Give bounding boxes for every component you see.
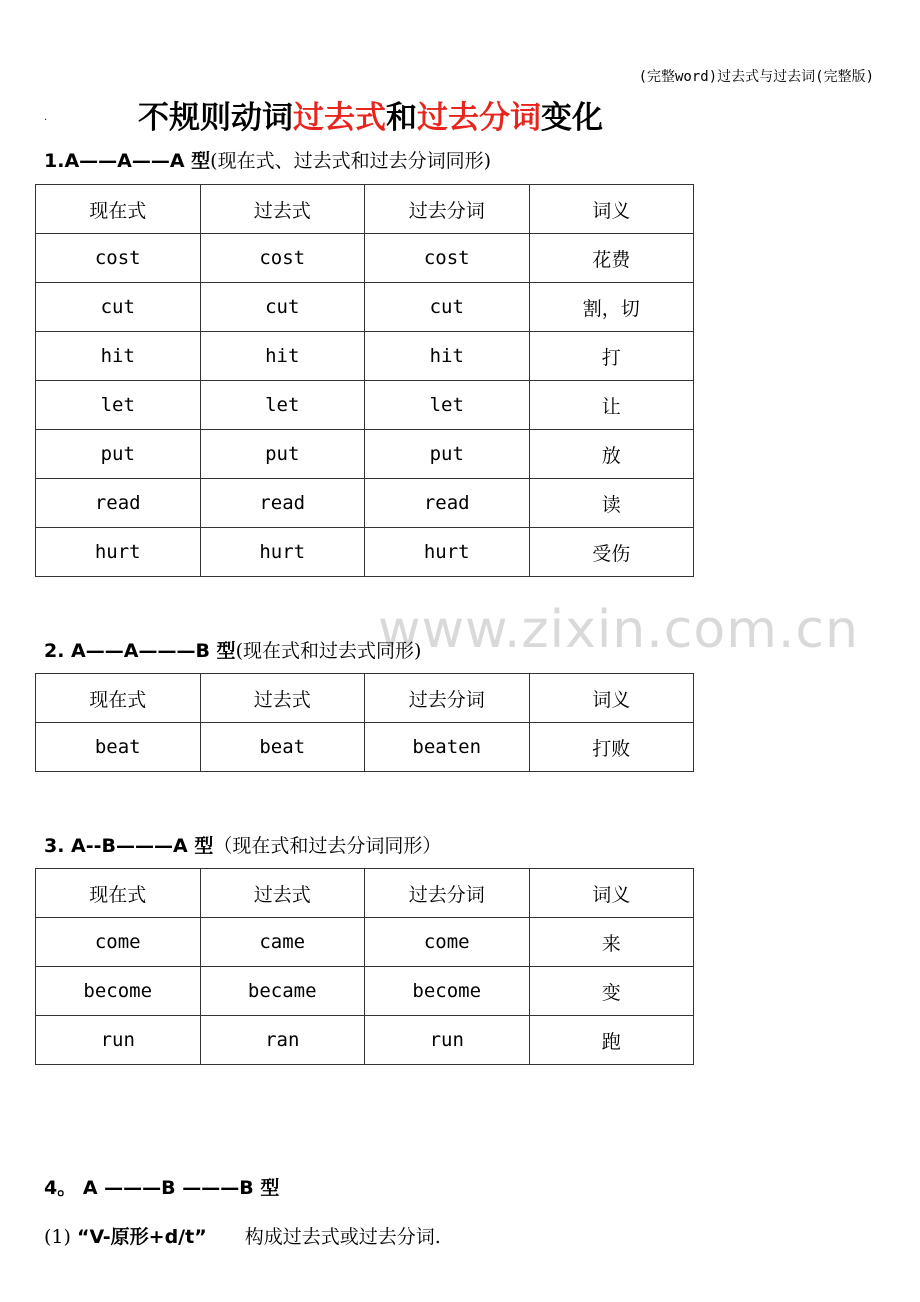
table-row — [36, 283, 694, 332]
cell-present: put — [36, 430, 201, 479]
cell-past-participle: beaten — [365, 723, 530, 772]
title-part-1: 不规则动词 — [138, 100, 293, 136]
section-2-label: 2. A——A———B 型 — [44, 640, 236, 662]
header-past-participle: 过去分词 — [365, 869, 530, 918]
header-present: 现在式 — [36, 674, 201, 723]
section-3-label: 3. A--B———A 型 — [44, 835, 214, 857]
section-1-table — [35, 184, 694, 577]
cell-past: hurt — [200, 528, 365, 577]
cell-past-participle: read — [365, 479, 530, 528]
header-past: 过去式 — [200, 185, 365, 234]
cell-present: run — [36, 1016, 201, 1065]
table-header-row — [36, 185, 694, 234]
title-part-5: 变化 — [541, 100, 603, 136]
page-header-note: (完整word)过去式与过去词(完整版) — [638, 69, 874, 85]
table-row — [36, 430, 694, 479]
cell-meaning: 放 — [529, 430, 694, 479]
section-3-desc: （现在式和过去分词同形） — [213, 835, 442, 857]
header-meaning: 词义 — [529, 674, 694, 723]
section-1-label: 1.A——A——A 型 — [44, 150, 211, 172]
header-past-participle: 过去分词 — [365, 674, 530, 723]
table-header-row — [36, 674, 694, 723]
cell-past-participle: come — [365, 918, 530, 967]
cell-past: hit — [200, 332, 365, 381]
header-present: 现在式 — [36, 185, 201, 234]
cell-meaning: 来 — [529, 918, 694, 967]
section-1-desc: (现在式、过去式和过去分词同形) — [210, 150, 491, 172]
table-header-row — [36, 869, 694, 918]
cell-meaning: 割，切 — [529, 283, 694, 332]
cell-present: read — [36, 479, 201, 528]
table-row — [36, 918, 694, 967]
cell-present: cut — [36, 283, 201, 332]
cell-past: put — [200, 430, 365, 479]
title-part-3: 和 — [386, 100, 417, 136]
section-2-desc: (现在式和过去式同形) — [235, 640, 422, 662]
title-part-4: 过去分词 — [417, 100, 541, 136]
cell-past: let — [200, 381, 365, 430]
section-1-heading — [44, 146, 491, 173]
table-row — [36, 723, 694, 772]
cell-past-participle: put — [365, 430, 530, 479]
cell-past-participle: let — [365, 381, 530, 430]
cell-meaning: 让 — [529, 381, 694, 430]
rule-1-line — [44, 1222, 441, 1249]
cell-past: became — [200, 967, 365, 1016]
cell-present: hurt — [36, 528, 201, 577]
section-3-table — [35, 868, 694, 1065]
rule-1-number: (1) — [44, 1226, 71, 1248]
cell-past: came — [200, 918, 365, 967]
table-row — [36, 528, 694, 577]
section-2-heading — [44, 636, 421, 663]
table-row — [36, 332, 694, 381]
cell-meaning: 打败 — [529, 723, 694, 772]
watermark: www.zixin.com.cn — [378, 600, 859, 660]
rule-1-formula: “V-原形+d/t” — [76, 1226, 207, 1248]
header-meaning: 词义 — [529, 185, 694, 234]
stray-dot: . — [44, 112, 48, 123]
cell-past-participle: hurt — [365, 528, 530, 577]
header-past: 过去式 — [200, 674, 365, 723]
cell-past: beat — [200, 723, 365, 772]
header-meaning: 词义 — [529, 869, 694, 918]
table-row — [36, 381, 694, 430]
cell-past: read — [200, 479, 365, 528]
cell-present: beat — [36, 723, 201, 772]
table-row — [36, 234, 694, 283]
cell-present: hit — [36, 332, 201, 381]
header-past: 过去式 — [200, 869, 365, 918]
page-title — [138, 92, 603, 137]
cell-meaning: 读 — [529, 479, 694, 528]
cell-present: let — [36, 381, 201, 430]
cell-meaning: 花费 — [529, 234, 694, 283]
header-present: 现在式 — [36, 869, 201, 918]
title-part-2: 过去式 — [293, 100, 386, 136]
section-2-table — [35, 673, 694, 772]
cell-past-participle: cut — [365, 283, 530, 332]
table-row — [36, 1016, 694, 1065]
cell-past-participle: become — [365, 967, 530, 1016]
cell-past-participle: run — [365, 1016, 530, 1065]
cell-meaning: 受伤 — [529, 528, 694, 577]
cell-past-participle: cost — [365, 234, 530, 283]
header-past-participle: 过去分词 — [365, 185, 530, 234]
table-row — [36, 479, 694, 528]
section-3-heading — [44, 831, 441, 858]
cell-past: cut — [200, 283, 365, 332]
cell-present: come — [36, 918, 201, 967]
section-4-label: 4。 A ———B ———B 型 — [44, 1177, 280, 1199]
cell-present: cost — [36, 234, 201, 283]
cell-past-participle: hit — [365, 332, 530, 381]
cell-meaning: 打 — [529, 332, 694, 381]
cell-past: cost — [200, 234, 365, 283]
cell-meaning: 变 — [529, 967, 694, 1016]
cell-present: become — [36, 967, 201, 1016]
rule-1-text: 构成过去式或过去分词. — [244, 1226, 441, 1248]
cell-meaning: 跑 — [529, 1016, 694, 1065]
section-4-heading — [44, 1173, 279, 1200]
table-row — [36, 967, 694, 1016]
cell-past: ran — [200, 1016, 365, 1065]
